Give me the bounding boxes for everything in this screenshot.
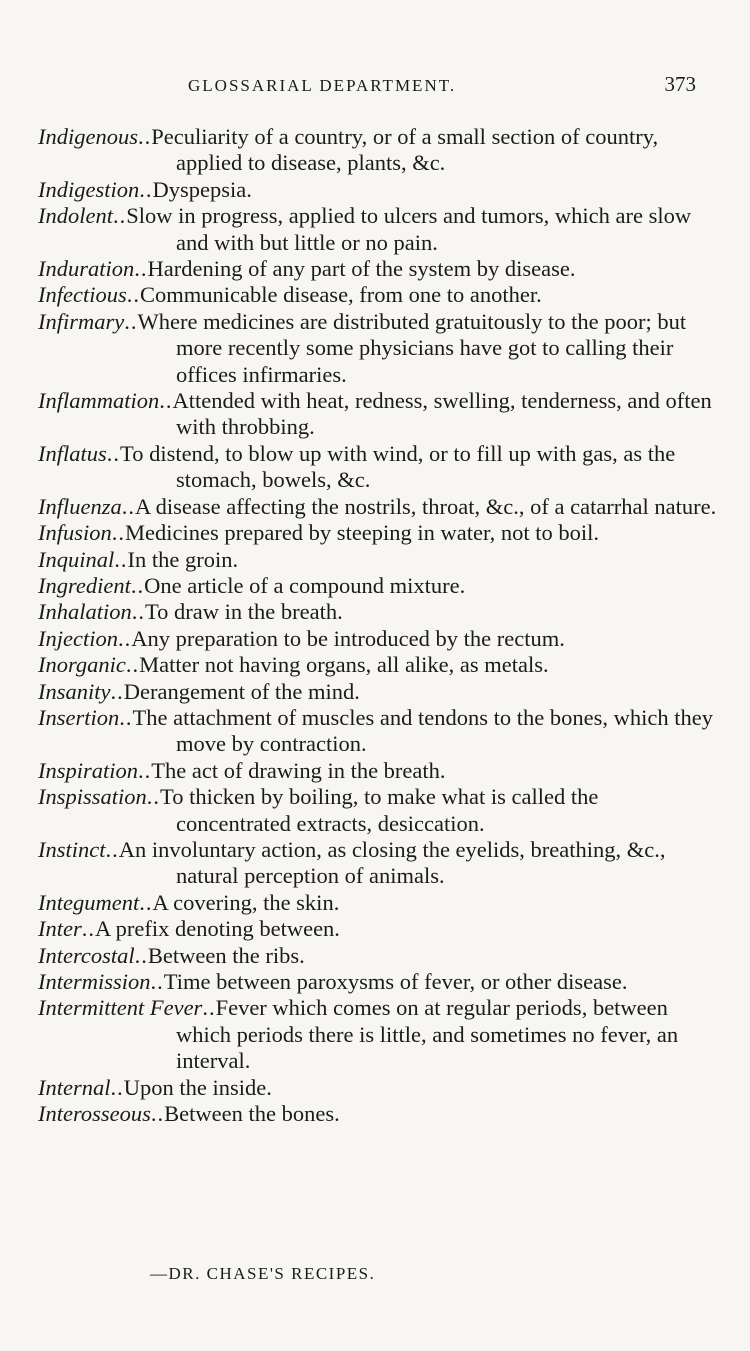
entry-definition: Between the ribs. [147, 942, 305, 968]
entry-term: Inhalation [38, 599, 132, 625]
running-footer: —DR. CHASE'S RECIPES. [150, 1264, 376, 1283]
glossary-entry [38, 995, 718, 1074]
entry-definition: Upon the inside. [123, 1074, 272, 1100]
entry-separator: .. [106, 440, 121, 466]
glossary-entry [38, 573, 718, 599]
entry-definition: Between the bones. [164, 1101, 340, 1127]
entry-definition: The act of drawing in the breath. [151, 757, 446, 783]
entry-separator: .. [130, 572, 145, 598]
glossary-entries [38, 124, 718, 1127]
glossary-entry [38, 124, 718, 177]
glossary-entry [38, 916, 718, 942]
entry-definition: Attended with heat, redness, swelling, tenderness, and often with throbbing. [172, 388, 712, 440]
entry-separator: .. [114, 546, 128, 572]
entry-term: Ingredient [38, 572, 131, 598]
entry-definition: Any preparation to be introduced by the rectum. [131, 625, 565, 651]
entry-term: Infirmary [38, 308, 125, 334]
entry-definition: A prefix denoting between. [95, 916, 340, 942]
glossary-entry [38, 256, 718, 282]
entry-separator: .. [125, 652, 140, 678]
entry-definition: To draw in the breath. [145, 599, 343, 625]
entry-term: Inflammation [38, 388, 160, 414]
glossary-entry [38, 547, 718, 573]
entry-separator: .. [131, 599, 145, 625]
entry-definition: To distend, to blow up with wind, or to fill up with gas, as the stomach, bowels, &c. [120, 440, 676, 493]
entry-separator: .. [110, 1074, 124, 1100]
entry-separator: .. [119, 704, 133, 730]
entry-separator: .. [139, 176, 153, 202]
entry-term: Intermission [38, 969, 151, 994]
entry-term: Insertion [38, 704, 120, 730]
entry-term: Induration [38, 256, 135, 282]
entry-definition: Peculiarity of a country, or of a small section of country, applied to disease, plants, &c. [151, 124, 659, 176]
entry-definition: Fever which comes on at regular periods, between which periods there is little, and sometimes no fever, an interval. [176, 995, 679, 1074]
glossary-entry [38, 890, 718, 916]
page-number: 373 [664, 72, 696, 96]
entry-definition: Dyspepsia. [152, 176, 252, 202]
glossary-entry [38, 494, 718, 520]
entry-separator: .. [134, 256, 148, 282]
glossary-entry [38, 520, 718, 546]
glossary-entry [38, 282, 718, 308]
entry-term: Influenza [38, 493, 122, 519]
entry-separator: .. [105, 836, 119, 862]
entry-term: Intermittent Fever [38, 995, 203, 1021]
entry-definition: Slow in progress, applied to ulcers and tumors, which are slow and with but little or no pain. [126, 203, 692, 255]
entry-term: Integument [38, 889, 140, 915]
entry-separator: .. [146, 784, 161, 810]
entry-definition: In the groin. [127, 546, 239, 572]
entry-separator: .. [159, 388, 173, 414]
entry-separator: .. [81, 916, 95, 942]
glossary-entry [38, 309, 718, 388]
glossary-entry [38, 1101, 718, 1127]
entry-separator: .. [138, 757, 152, 783]
entry-term: Insanity [38, 678, 111, 704]
entry-separator: .. [150, 1101, 165, 1127]
entry-definition: Communicable disease, from one to another. [139, 282, 542, 308]
glossary-entry [38, 784, 718, 837]
entry-definition: The attachment of muscles and tendons to the bones, which they move by contraction. [132, 704, 713, 757]
glossary-entry [38, 705, 718, 758]
entry-definition: An involuntary action, as closing the eyelids, breathing, &c., natural perception of animals. [118, 836, 666, 889]
entry-term: Inflatus [38, 440, 107, 466]
entry-term: Indigestion [38, 176, 140, 202]
entry-term: Injection [38, 625, 118, 651]
glossary-entry [38, 441, 718, 494]
entry-term: Inorganic [38, 652, 126, 678]
entry-separator: .. [138, 124, 152, 149]
glossary-entry [38, 1075, 718, 1101]
entry-term: Indolent [38, 203, 113, 229]
entry-separator: .. [202, 995, 216, 1021]
entry-definition: A covering, the skin. [152, 889, 340, 915]
entry-term: Inquinal [38, 546, 115, 572]
entry-term: Inspiration [38, 757, 139, 783]
entry-term: Inspissation [38, 784, 147, 810]
glossary-entry [38, 969, 718, 995]
entry-definition: To thicken by boiling, to make what is called the concentrated extracts, desiccation. [160, 784, 599, 836]
glossary-entry [38, 652, 718, 678]
entry-term: Infusion [38, 520, 112, 546]
entry-separator: .. [124, 308, 138, 334]
entry-definition: Time between paroxysms of fever, or other disease. [163, 969, 628, 994]
entry-separator: .. [150, 969, 164, 994]
entry-term: Instinct [38, 836, 106, 862]
entry-definition: One article of a compound mixture. [144, 572, 466, 598]
entry-separator: .. [110, 678, 124, 704]
glossary-entry [38, 626, 718, 652]
entry-definition: Derangement of the mind. [123, 678, 360, 704]
entry-term: Internal [38, 1074, 111, 1100]
running-header-title: GLOSSARIAL DEPARTMENT. [188, 76, 457, 95]
entry-separator: .. [121, 493, 135, 519]
entry-separator: .. [112, 203, 127, 229]
glossary-entry [38, 177, 718, 203]
entry-term: Infectious [38, 282, 127, 308]
entry-definition: Medicines prepared by steeping in water, not to boil. [125, 520, 599, 546]
glossary-entry [38, 203, 718, 256]
glossary-entry [38, 388, 718, 441]
entry-separator: .. [139, 889, 153, 915]
entry-definition: A disease affecting the nostrils, throat, &c., of a catarrhal nature. [135, 493, 717, 519]
running-header [0, 72, 750, 104]
entry-separator: .. [117, 625, 132, 651]
glossary-entry [38, 599, 718, 625]
glossary-entry [38, 837, 718, 890]
entry-term: Intercostal [38, 942, 135, 968]
glossary-entry [38, 943, 718, 969]
entry-separator: .. [126, 282, 140, 308]
entry-term: Interosseous [38, 1101, 151, 1127]
glossary-entry [38, 758, 718, 784]
entry-separator: .. [134, 942, 148, 968]
entry-definition: Matter not having organs, all alike, as metals. [139, 652, 549, 678]
entry-term: Inter [38, 916, 82, 942]
entry-term: Indigenous [38, 124, 138, 149]
entry-separator: .. [111, 520, 126, 546]
entry-definition: Hardening of any part of the system by disease. [147, 256, 576, 282]
glossary-entry [38, 679, 718, 705]
entry-definition: Where medicines are distributed gratuitously to the poor; but more recently some physicians have got to calling their offices infirmaries. [137, 308, 687, 387]
